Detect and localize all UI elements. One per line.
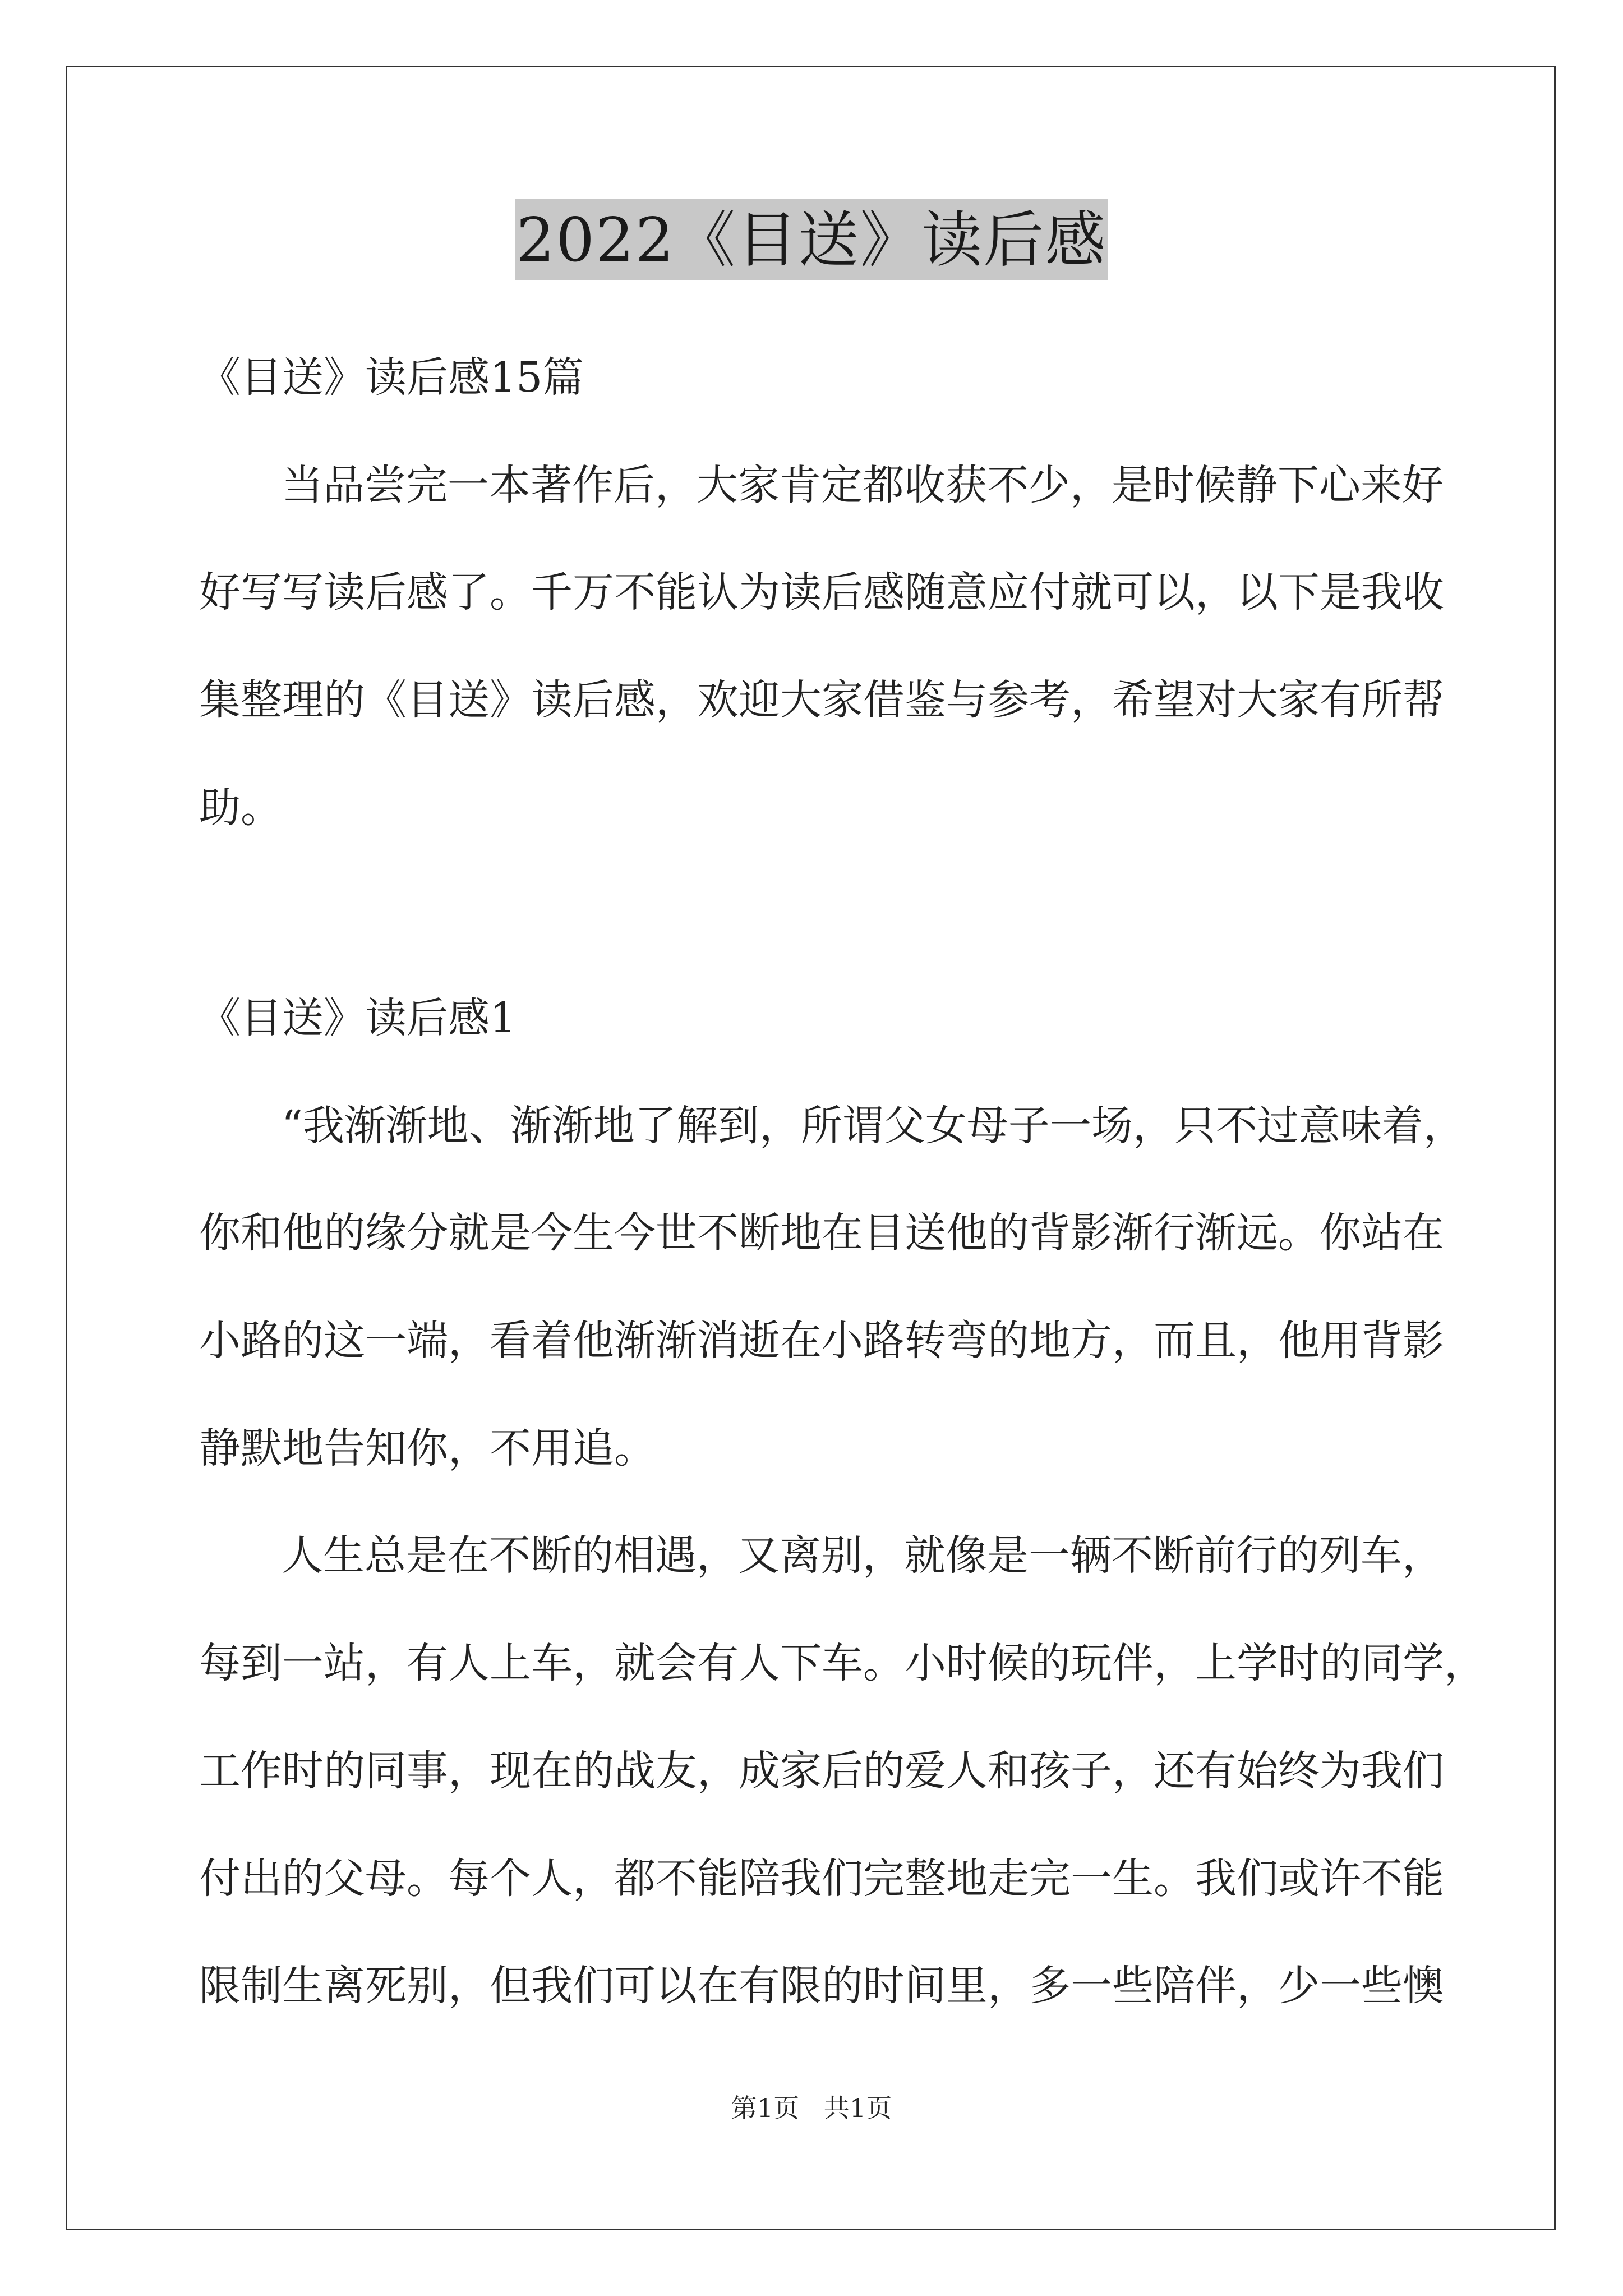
title-container [0,199,1623,280]
para2-line-5: 限制生离死别，但我们可以在有限的时间里，多一些陪伴，少一些懊 [199,1962,1444,2010]
para2-line-1: 人生总是在不断的相遇，又离别，就像是一辆不断前行的列车， [282,1531,1444,1580]
para2-line-4: 付出的父母。每个人，都不能陪我们完整地走完一生。我们或许不能 [199,1855,1444,1903]
para1-line-1: “我渐渐地、渐渐地了解到，所谓父女母子一场，只不过意味着， [282,1102,1465,1150]
para2-line-3: 工作时的同事，现在的战友，成家后的爱人和孩子，还有始终为我们 [199,1747,1444,1795]
para1-line-4: 静默地告知你，不用追。 [199,1424,656,1473]
intro-line-2: 好写写读后感了。千万不能认为读后感随意应付就可以，以下是我收 [199,568,1444,616]
para2-line-2: 每到一站，有人上车，就会有人下车。小时候的玩伴，上学时的同学， [199,1639,1486,1687]
intro-line-1: 当品尝完一本著作后，大家肯定都收获不少，是时候静下心来好 [282,461,1444,509]
para1-line-3: 小路的这一端，看着他渐渐消逝在小路转弯的地方，而且，他用背影 [199,1317,1444,1365]
intro-line-4: 助。 [199,784,282,832]
section-heading: 《目送》读后感1 [199,994,517,1042]
document-title: 2022《目送》读后感 [515,199,1108,280]
para1-line-2: 你和他的缘分就是今生今世不断地在目送他的背影渐行渐远。你站在 [199,1209,1444,1257]
page-footer: 第1页 共1页 [731,2093,892,2123]
intro-line-3: 集整理的《目送》读后感，欢迎大家借鉴与参考，希望对大家有所帮 [199,676,1444,724]
subtitle: 《目送》读后感15篇 [199,353,584,402]
